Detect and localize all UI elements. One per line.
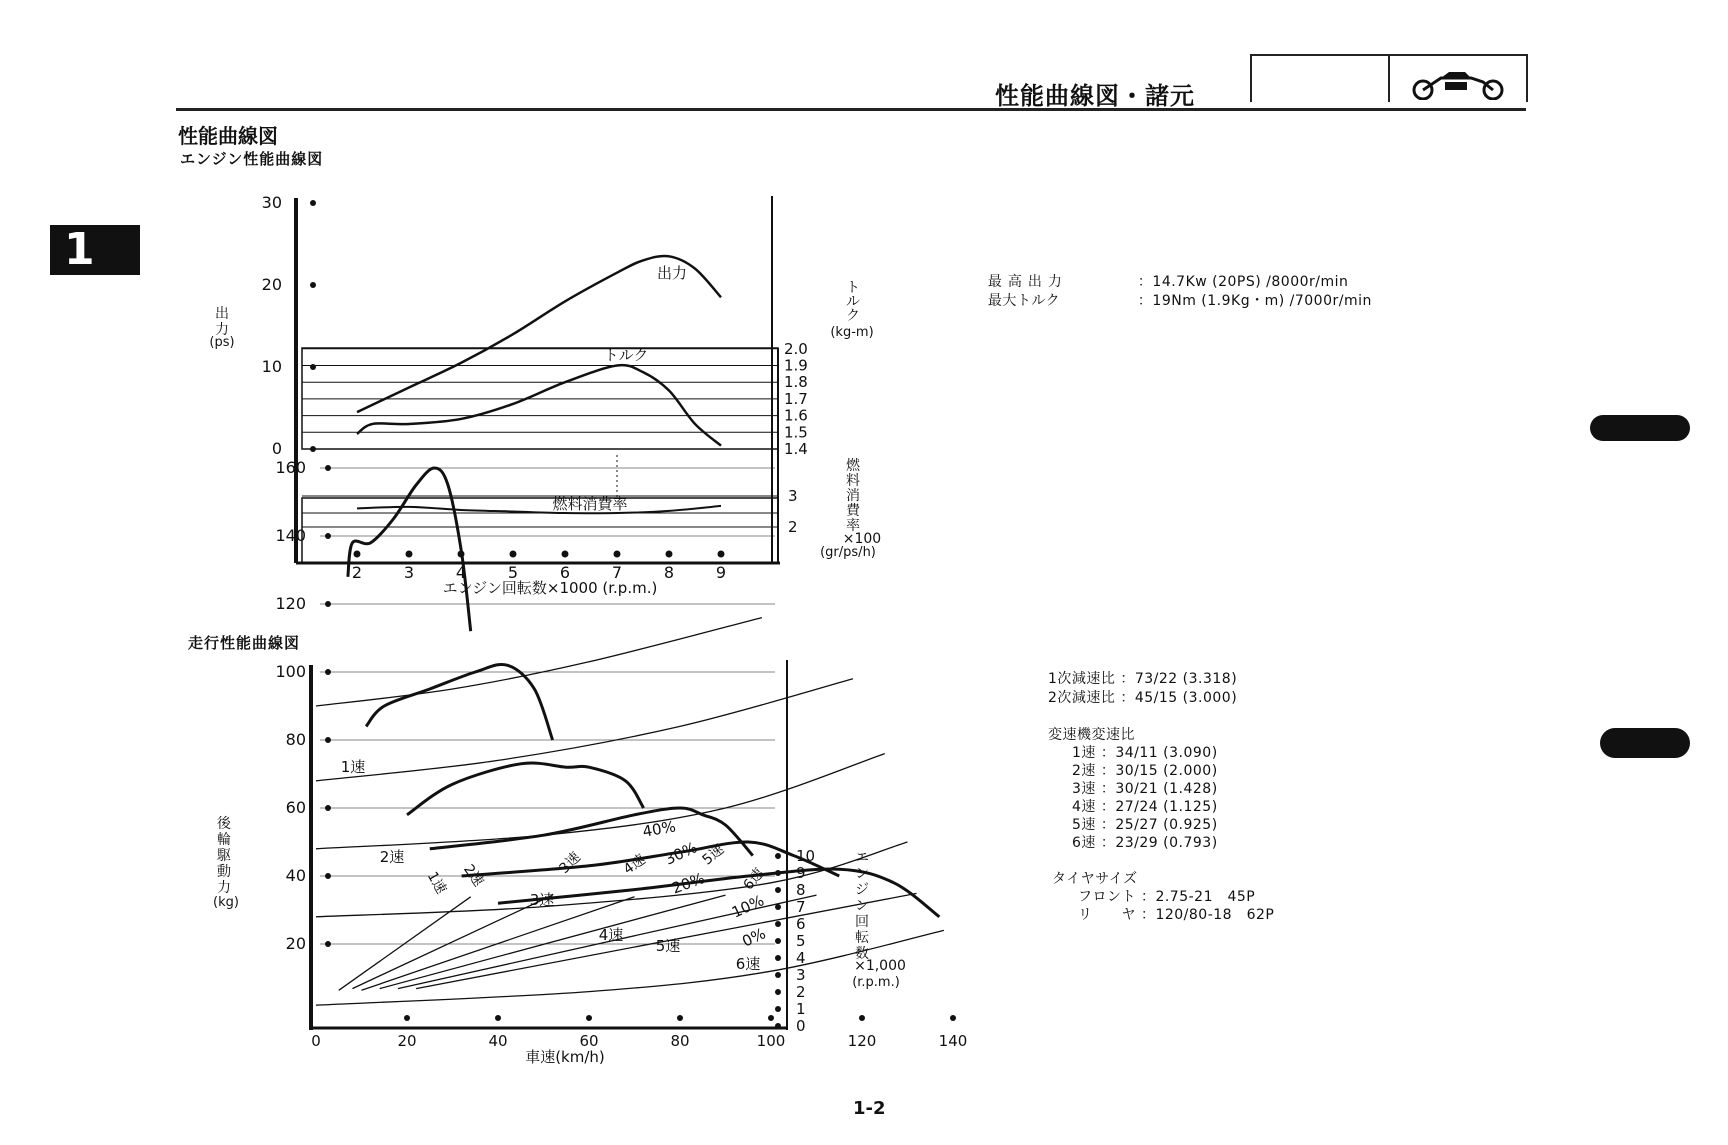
- spec-primary-reduction: 1次減速比 ：73/22 (3.318): [1048, 671, 1238, 687]
- power-tick-label: 30: [261, 193, 282, 212]
- rpm-right-axis-label: 回: [855, 914, 869, 930]
- tire-rear: リ ヤ ：120/80-18 62P: [1078, 907, 1275, 923]
- force-tick-label: 60: [285, 798, 306, 817]
- speed-tick-label: 140: [938, 1032, 968, 1050]
- speed-tick-dot: [586, 1015, 592, 1021]
- fuel-axis-label: ×100: [842, 531, 882, 547]
- power-axis-label: 出: [215, 306, 229, 322]
- force-tick-label: 160: [275, 458, 306, 477]
- running-x-axis-label: 車速(km/h): [525, 1048, 605, 1066]
- rpm-right-axis-label: エ: [855, 850, 869, 866]
- rpm-right-axis-label: 数: [855, 946, 869, 962]
- gear-ratio-6: 6速 ：23/29 (0.793): [1072, 835, 1218, 851]
- torque-axis-label: ク: [846, 308, 860, 324]
- rpm-tick-label: 3: [403, 563, 415, 582]
- speed-tick-dot: [677, 1015, 683, 1021]
- gear-curve-1速: [348, 468, 471, 631]
- torque-axis-label: ト: [846, 280, 860, 296]
- chapter-tab[interactable]: 1: [50, 225, 140, 275]
- gear-curve-label: 5速: [655, 937, 681, 955]
- speed-tick-dot: [404, 1015, 410, 1021]
- grade-label: 20%: [669, 869, 708, 898]
- rpm-right-tick-dot: [775, 955, 781, 961]
- torque-series-label: トルク: [603, 346, 649, 364]
- grade-line-10%: [316, 842, 908, 917]
- torque-axis-label: ル: [846, 294, 860, 310]
- fuel-axis-label: 料: [846, 473, 860, 489]
- gear-curve-label: 1速: [340, 758, 366, 776]
- rpm-right-tick-label: 8: [796, 881, 806, 899]
- rpm-right-tick-dot: [775, 938, 781, 944]
- engine-chart-subtitle: エンジン性能曲線図: [180, 150, 324, 168]
- gear-ratio-title: 変速機変速比: [1048, 727, 1135, 743]
- rpm-right-tick-dot: [775, 1023, 781, 1029]
- speed-tick-label: 20: [397, 1032, 417, 1050]
- force-tick-label: 20: [285, 934, 306, 953]
- gear-ratio-2: 2速 ：30/15 (2.000): [1072, 763, 1218, 779]
- rpm-tick-label: 4: [455, 563, 467, 582]
- torque-axis-label: (kg-m): [830, 325, 874, 340]
- gear-curve-label: 2速: [379, 848, 405, 866]
- rpm-gear-label: 4速: [620, 851, 649, 878]
- speed-tick-dot: [859, 1015, 865, 1021]
- rpm-right-axis-label: ン: [855, 898, 869, 914]
- torque-tick-label: 1.8: [784, 373, 808, 392]
- rpm-right-tick-label: 4: [796, 949, 806, 967]
- torque-tick-label: 1.7: [784, 389, 808, 408]
- gear-curve-label: 4速: [598, 926, 624, 944]
- speed-tick-label: 60: [579, 1032, 599, 1050]
- grade-line-0%: [316, 930, 944, 1005]
- rpm-tick-dot: [354, 551, 361, 558]
- torque-tick-label: 1.6: [784, 406, 808, 425]
- travel-chart-subtitle: 走行性能曲線図: [188, 634, 301, 652]
- gear-ratio-5: 5速 ：25/27 (0.925): [1072, 817, 1218, 833]
- grade-label: 10%: [728, 891, 767, 922]
- fuel-axis-label: 率: [846, 518, 860, 534]
- torque-tick-label: 1.4: [784, 440, 808, 458]
- force-tick-label: 40: [285, 866, 306, 885]
- spec-label: 最高出力: [987, 274, 1068, 290]
- power-axis-label: 力: [215, 322, 229, 338]
- fuel-tick-label: 2: [788, 518, 798, 536]
- power-tick-dot: [310, 282, 316, 288]
- gear-ratio-1: 1速 ：34/11 (3.090): [1072, 745, 1218, 761]
- gear-curve-3速: [407, 763, 644, 815]
- grade-line-40%: [316, 618, 762, 706]
- grade-label: 40%: [641, 817, 678, 841]
- rpm-right-axis-label: 転: [855, 930, 869, 946]
- rpm-right-tick-dot: [775, 989, 781, 995]
- rpm-tick-dot: [562, 551, 569, 558]
- fuel-series-label: 燃料消費率: [552, 495, 628, 513]
- header-title: 性能曲線図・諸元: [995, 82, 1195, 110]
- gear-curve-label: 3速: [529, 891, 555, 909]
- power-axis-label: (ps): [209, 335, 235, 350]
- speed-tick-dot: [768, 1015, 774, 1021]
- force-axis-label: 力: [217, 880, 231, 896]
- force-axis-label: 動: [217, 864, 231, 880]
- speed-tick-label: 80: [670, 1032, 690, 1050]
- rpm-right-tick-dot: [775, 921, 781, 927]
- rpm-line-3速: [362, 897, 635, 991]
- force-tick-label: 140: [275, 526, 306, 545]
- rpm-tick-label: 6: [559, 563, 571, 582]
- speed-tick-dot: [495, 1015, 501, 1021]
- speed-tick-label: 40: [488, 1032, 508, 1050]
- fuel-axis-label: 燃: [846, 458, 860, 474]
- rpm-right-tick-label: 7: [796, 898, 806, 916]
- rpm-right-tick-dot: [775, 972, 781, 978]
- rpm-gear-label: 1速: [423, 869, 450, 897]
- grade-label: 0%: [739, 924, 769, 951]
- torque-tick-label: 2.0: [784, 339, 808, 358]
- fuel-axis-label: (gr/ps/h): [820, 545, 876, 560]
- rpm-right-tick-dot: [775, 904, 781, 910]
- fuel-tick-label: 3: [788, 487, 798, 505]
- rpm-tick-dot: [666, 551, 673, 558]
- rpm-tick-label: 7: [611, 563, 623, 582]
- force-tick-label: 100: [275, 662, 306, 681]
- rpm-tick-dot: [718, 551, 725, 558]
- rpm-right-tick-dot: [775, 887, 781, 893]
- force-axis-label: 駆: [217, 848, 231, 864]
- speed-tick-label: 0: [311, 1032, 321, 1050]
- spec-value: ：19Nm (1.9Kg・m) /7000r/min: [1137, 293, 1372, 309]
- gear-curve-5速: [462, 842, 840, 876]
- speed-tick-dot: [950, 1015, 956, 1021]
- power-tick-label: 20: [261, 275, 282, 294]
- grade-line-20%: [316, 754, 885, 849]
- fuel-axis-label: 消: [846, 488, 860, 504]
- rpm-right-tick-label: 6: [796, 915, 806, 933]
- rpm-right-tick-label: 10: [796, 847, 816, 865]
- force-tick-label: 80: [285, 730, 306, 749]
- rpm-right-tick-dot: [775, 1006, 781, 1012]
- section-title: 性能曲線図: [178, 124, 278, 148]
- rpm-right-axis-label: ジ: [855, 882, 869, 898]
- fuel-axis-label: 費: [846, 503, 860, 519]
- rpm-right-tick-label: 0: [796, 1017, 806, 1035]
- rpm-right-axis-label: ×1,000: [854, 958, 906, 974]
- power-tick-dot: [310, 200, 316, 206]
- tire-front: フロント ：2.75-21 45P: [1078, 889, 1256, 905]
- rpm-right-axis-label: ン: [855, 866, 869, 882]
- rpm-gear-label: 5速: [699, 841, 728, 869]
- rpm-right-tick-label: 9: [796, 864, 806, 882]
- rpm-right-tick-label: 3: [796, 966, 806, 984]
- rpm-tick-label: 2: [351, 563, 363, 582]
- gear-curve-2速: [366, 664, 553, 740]
- rpm-right-tick-label: 5: [796, 932, 806, 950]
- torque-tick-label: 1.9: [784, 356, 808, 375]
- engine-x-axis-label: エンジン回転数×1000 (r.p.m.): [442, 579, 658, 597]
- spec-secondary-reduction: 2次減速比 ：45/15 (3.000): [1048, 690, 1238, 706]
- tire-size-title: タイヤサイズ: [1052, 871, 1138, 887]
- power-tick-dot: [310, 364, 316, 370]
- gear-ratio-4: 4速 ：27/24 (1.125): [1072, 799, 1218, 815]
- force-axis-label: 輪: [217, 832, 231, 848]
- rpm-tick-label: 8: [663, 563, 675, 582]
- rpm-gear-label: 3速: [556, 849, 584, 877]
- rpm-right-tick-dot: [775, 853, 781, 859]
- gear-curve-label: 6速: [735, 955, 761, 973]
- gear-ratio-3: 3速 ：30/21 (1.428): [1072, 781, 1218, 797]
- speed-tick-label: 100: [756, 1032, 786, 1050]
- torque-tick-label: 1.5: [784, 423, 808, 442]
- rpm-tick-label: 9: [715, 563, 727, 582]
- speed-tick-label: 120: [847, 1032, 877, 1050]
- page-number: 1-2: [853, 1098, 886, 1119]
- grade-label: 30%: [661, 838, 700, 869]
- rpm-gear-label: 6速: [740, 865, 768, 894]
- power-series-label: 出力: [656, 264, 688, 282]
- rpm-tick-dot: [406, 551, 413, 558]
- force-axis-label: 後: [217, 816, 231, 832]
- rpm-tick-dot: [614, 551, 621, 558]
- rpm-right-tick-label: 2: [796, 983, 806, 1001]
- rpm-right-axis-label: (r.p.m.): [852, 975, 900, 990]
- series-torque-line: [357, 365, 721, 446]
- force-axis-label: (kg): [213, 895, 239, 910]
- rpm-gear-label: 2速: [460, 861, 487, 890]
- rpm-tick-label: 5: [507, 563, 519, 582]
- rpm-tick-dot: [510, 551, 517, 558]
- power-tick-label: 10: [261, 357, 282, 376]
- power-tick-label: 0: [271, 439, 282, 458]
- spec-value: ：14.7Kw (20PS) /8000r/min: [1137, 274, 1349, 290]
- rpm-right-tick-label: 1: [796, 1000, 806, 1018]
- force-tick-label: 120: [275, 594, 306, 613]
- series-fuel-line: [357, 506, 721, 513]
- spec-label: 最大トルク: [987, 293, 1061, 309]
